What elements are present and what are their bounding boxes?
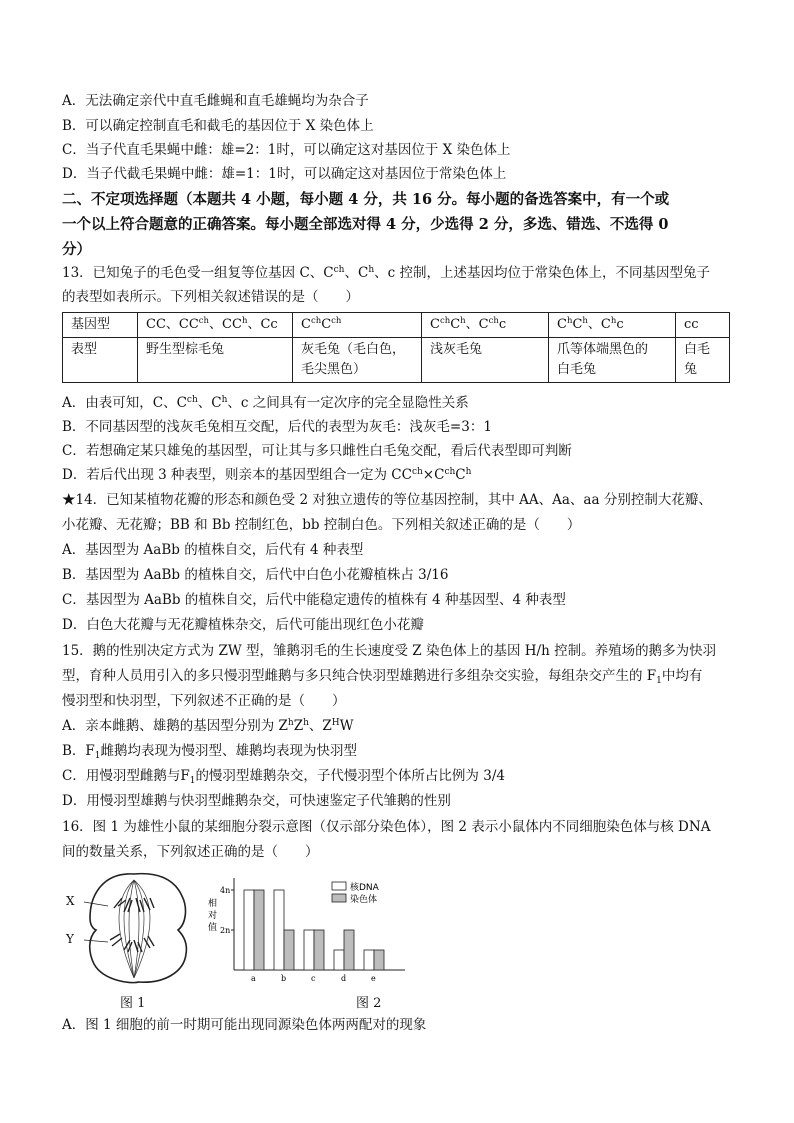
legend-swatch [332,882,346,890]
bar-c-chromosome [314,930,324,970]
q13-option-a: A．由表可知，C、$C^{ch}$、$C^h$、c 之间具有一定次序的完全显隐性关系 [62,395,469,411]
q13-option-c: C．若想确定某只雄兔的基因型，可让其与多只雌性白毛兔交配，看后代表型即可判断 [62,443,572,459]
q12-option-a: A．无法确定亲代中直毛雌蝇和直毛雄蝇均为杂合子 [62,93,369,109]
spindle-fibers [119,880,150,978]
table-cell: cc [676,313,730,338]
table-row [63,338,730,383]
table-row [63,313,730,338]
y-tick-label: 4n [220,886,231,895]
legend-label: 核DNA [350,883,379,893]
bar-e-nuclear-dna [364,950,374,970]
q16-stem-line2: 间的数量关系，下列叙述正确的是（ ） [62,844,319,860]
q13-option-d: D．若后代出现 3 种表型，则亲本的基因型组合一定为 $CC^{ch}\times C^{ch}C^h$ [62,467,472,483]
section-heading-line2: 一个以上符合题意的正确答案。每小题全部选对得 4 分，少选得 2 分，多选、错选、不选得 0 [62,216,669,233]
bar-b-chromosome [284,930,294,970]
q13-option-b: B．不同基因型的浅灰毛兔相互交配，后代的表型为灰毛：浅灰毛=3：1 [62,419,492,435]
y-axis-label-2: 对 [208,911,218,921]
table-cell: $C^hC^h$、$C^hc$ [549,313,676,338]
y-tick-label: 2n [220,926,231,935]
bar-b-nuclear-dna [274,890,284,970]
q15-stem-line1: 15．鹅的性别决定方式为 ZW 型，雏鹅羽毛的生长速度受 Z 染色体上的基因 H/h 控制。养殖场的鹅多为快羽 [62,643,717,659]
x-tick-label: d [341,974,347,983]
chromosome-label-x: X [66,894,75,908]
legend-swatch [332,894,346,902]
q12-option-d: D．当子代截毛果蝇中雌：雄=1：1时，可以确定这对基因位于常染色体上 [62,166,507,182]
table-header-cell: 表型 [63,338,138,383]
q12-option-c: C．当子代直毛果蝇中雌：雄=2：1时，可以确定这对基因位于 X 染色体上 [62,142,511,158]
q13-stem-line1: 13．已知兔子的毛色受一组复等位基因 C、$C^{ch}$、$C^h$、c 控制，上述基因均位于常染色体上，不同基因型兔子 [62,265,710,281]
q15-option-a: A．亲本雌鹅、雄鹅的基因型分别为 $Z^hZ^h$、$Z^HW$ [62,718,354,734]
q14-stem-line1: ★14．已知某植物花瓣的形态和颜色受 2 对独立遗传的等位基因控制，其中 AA、Aa、aa 分别控制大花瓣、 [62,492,712,508]
figure-1-caption: 图 1 [120,996,146,1011]
q14-option-d: D．白色大花瓣与无花瓣植株杂交，后代可能出现红色小花瓣 [62,617,424,633]
bar-d-nuclear-dna [334,950,344,970]
bar-a-chromosome [254,890,264,970]
q15-option-c: C．用慢羽型雌鹅与$F_1$的慢羽型雄鹅杂交，子代慢羽型个体所占比例为 3/4 [62,768,505,786]
y-axis-label-1: 相 [208,899,218,909]
q15-option-b: B．$F_1$雌鹅均表现为慢羽型、雄鹅均表现为快羽型 [62,743,358,761]
q14-option-c: C．基因型为 AaBb 的植株自交，后代中能稳定遗传的植株有 4 种基因型、4 种表型 [62,592,566,608]
label-pointer-y [84,940,108,942]
table-cell: CC、$CC^{ch}$、$CC^h$、Cc [138,313,293,338]
figure-2-caption: 图 2 [356,996,382,1011]
q15-option-d: D．用慢羽型雄鹅与快羽型雌鹅杂交，可快速鉴定子代雏鹅的性别 [62,793,451,809]
q13-stem-line2: 的表型如表所示。下列相关叙述错误的是（ ） [62,289,359,305]
x-tick-label: e [371,974,376,983]
table-cell: 白毛兔 [676,338,730,383]
y-axis-label-3: 值 [208,923,218,933]
q16-stem-line1: 16．图 1 为雄性小鼠的某细胞分裂示意图（仅示部分染色体），图 2 表示小鼠体内不同细胞染色体与核 DNA [62,819,711,835]
cell-membrane [90,874,187,983]
cell-division-diagram [74,868,192,986]
q14-option-b: B．基因型为 AaBb 的植株自交，后代中白色小花瓣植株占 3/16 [62,567,449,583]
table-cell: $C^{ch}C^{ch}$ [293,313,422,338]
q15-stem-line2: 型，育种人员用引入的多只慢羽型雌鹅与多只纯合快羽型雄鹅进行多组杂交实验，每组杂交产生的 $F_1$中均有 [62,668,703,686]
x-tick-label: a [251,974,256,983]
bar-c-nuclear-dna [304,930,314,970]
x-tick-label: c [311,974,316,983]
chromosomes [110,898,154,952]
chromosome-label-y: Y [66,932,74,946]
bar-d-chromosome [344,930,354,970]
x-tick-label: b [281,974,287,983]
table-cell: 野生型棕毛兔 [138,338,293,383]
q15-stem-line3: 慢羽型和快羽型，下列叙述不正确的是（ ） [62,693,346,709]
q14-option-a: A．基因型为 AaBb 的植株自交，后代有 4 种表型 [62,542,364,558]
label-pointer-x [84,902,108,906]
legend-label: 染色体 [350,895,378,905]
q14-stem-line2: 小花瓣、无花瓣；BB 和 Bb 控制红色，bb 控制白色。下列相关叙述正确的是（ ） [62,517,581,533]
genotype-phenotype-table [62,312,730,383]
dna-chromosome-bar-chart [200,868,420,986]
table-cell: $C^{ch}C^h$、$C^{ch}c$ [422,313,549,338]
table-cell: 爪等体端黑色的 白毛兔 [549,338,676,383]
table-cell: 灰毛兔（毛白色， 毛尖黑色） [293,338,422,383]
table-header-cell: 基因型 [63,313,138,338]
bar-a-nuclear-dna [244,890,254,970]
q16-option-a: A．图 1 细胞的前一时期可能出现同源染色体两两配对的现象 [62,1017,427,1033]
section-heading-line3: 分） [62,241,91,258]
section-heading-line1: 二、不定项选择题（本题共 4 小题，每小题 4 分，共 16 分。每小题的备选答案中，有一个或 [62,191,670,208]
table-cell: 浅灰毛兔 [422,338,549,383]
q12-option-b: B．可以确定控制直毛和截毛的基因位于 X 染色体上 [62,118,374,134]
bar-e-chromosome [374,950,384,970]
